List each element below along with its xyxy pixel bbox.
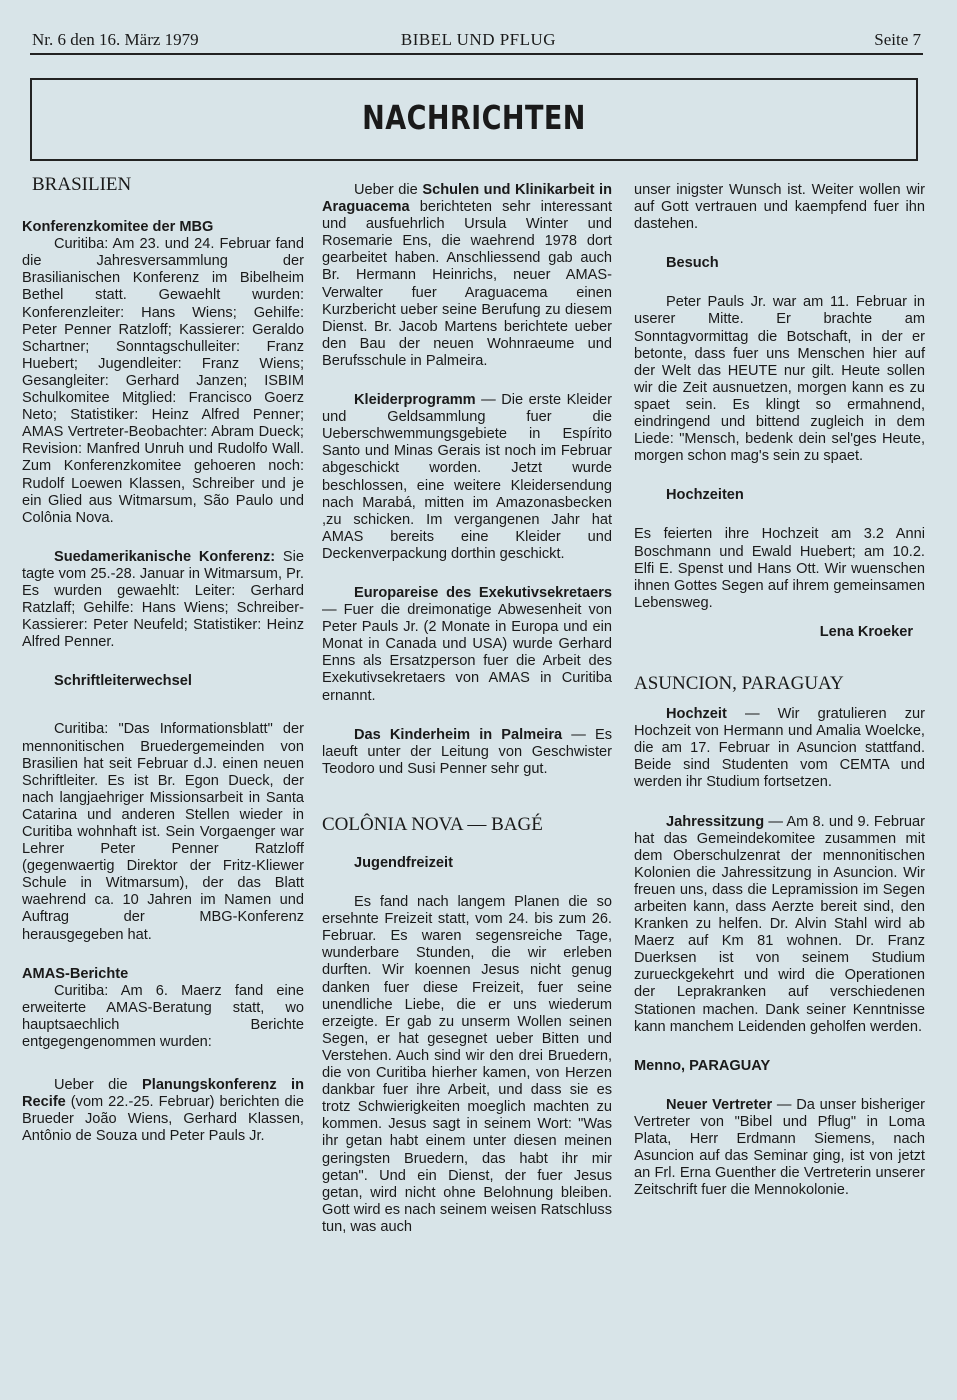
section-heading-colonia-nova: COLÔNIA NOVA — BAGÉ bbox=[322, 813, 543, 835]
paragraph-text: — Fuer die dreimonatige Abwesenheit von Peter Pauls Jr. (2 Monate in Europa und ein Monat in Canada und USA) wurde Gerhard Enns als Ersatzperson fuer die Arbeit des Exekutivsekretaers von AMAS in Curitiba ernannt. bbox=[322, 602, 612, 704]
inline-heading: Das Kinderheim in Palmeira bbox=[354, 726, 563, 743]
article-heading: Konferenzkomitee der MBG bbox=[22, 219, 214, 236]
article-heading: Jugendfreizeit bbox=[354, 855, 453, 871]
article-heading: Besuch bbox=[666, 255, 719, 272]
column-1 bbox=[22, 176, 304, 1146]
article-paragraph: Curitiba: "Das Informationsblatt" der mennonitischen Bruedergemeinden von Brasilien hat seit Februar d.J. einen neuen Schriftleiter. Es ist Br. Egon Dueck, der nach langjaehriger Missionsarbeit in Santa Catarina und anderen Stellen wieder in Curitiba wohnhaft ist. Sein Vorgaenger war Lehrer Peter Penner Ratzloff (gegenwaertig Direktor der Fritz-Kliewer Schule in Witmarsum), der das Blatt waehrend ca. 10 Jahren im Namen und Auftrag der MBG-Konferenz herausgegeben hat. bbox=[22, 721, 304, 943]
article-paragraph: Curitiba: Am 6. Maerz fand eine erweiterte AMAS-Beratung statt, wo hauptsaechlich Berichte entgegengenommen wurden: bbox=[22, 982, 304, 1051]
paragraph-text: — Wir gratulieren zur Hochzeit von Hermann und Amalia Woelcke, die am 17. Februar in Asuncion stattfand. Beide sind Studenten vom CEMTA und werden ihr Studium fortsetzen. bbox=[634, 706, 925, 791]
article-heading: AMAS-Berichte bbox=[22, 965, 129, 982]
article-paragraph bbox=[322, 727, 612, 778]
inline-heading: Hochzeit bbox=[666, 706, 727, 723]
article-paragraph: Es feierten ihre Hochzeit am 3.2 Anni Boschmann und Ewald Huebert; am 10.2. Elfi E. Spenst und Hans Ott. Wir wuenschen ihnen Gottes Segen auf ihrem gemeinsamen Lebensweg. bbox=[634, 526, 925, 611]
header-rule bbox=[30, 53, 923, 55]
column-2 bbox=[322, 182, 612, 1236]
column-3 bbox=[634, 182, 925, 1199]
banner-title: NACHRICHTEN bbox=[362, 98, 586, 137]
section-banner bbox=[30, 78, 918, 161]
inline-heading: Europareise des Exekutivsekretaers bbox=[354, 584, 612, 601]
paragraph-text: — Da unser bisheriger Vertreter von "Bibel und Pflug" in Loma Plata, Herr Erdmann Siemens, nach Asuncion auf das Seminar ging, ist von jetzt an Frl. Erna Guenther die Vertreterin unserer Zeitschrift fuer die Mennokolonie. bbox=[634, 1096, 925, 1199]
paragraph-text: — Es laeuft unter der Leitung von Geschwister Teodoro und Susi Penner sehr gut. bbox=[322, 726, 612, 777]
inline-heading: Kleiderprogramm bbox=[354, 392, 476, 409]
article-paragraph: unser inigster Wunsch ist. Weiter wollen wir auf Gott vertrauen und kaempfend fuer ihn dastehen. bbox=[634, 182, 925, 233]
paragraph-text: Sie tagte vom 25.-28. Januar in Witmarsum, Pr. Es wurden gewaehlt: Leiter: Gerhard Ratzlaff; Gehilfe: Hans Wiens; Schreiber-Kassierer: Peter Neufeld; Statistiker: Heinz Alfred Penner. bbox=[22, 548, 304, 651]
article-paragraph bbox=[22, 1077, 304, 1145]
article-paragraph bbox=[322, 182, 612, 370]
page-number: Seite 7 bbox=[874, 30, 921, 49]
article-paragraph: Es fand nach langem Planen die so ersehnte Freizeit statt, vom 24. bis zum 26. Februar. Es waren segensreiche Tage, wunderbare Stunden, die wir erleben durften. Wir koennen Jesus nicht genug danken fuer diese Freizeit, fuer seine unendliche Liebe, die er uns wiederum erzeigte. Er gab zu unserm Wollen seinen Segen, er hat gesegnet ueber Bitten und Verstehen. Auch sind wir den drei Bruedern, die von Curitiba hierher kamen, von Herzen dankbar fuer ihre Arbeit, und dass sie es trotz Schwierigkeiten moeglich machten zu kommen. Jesus sagt in seinem Wort: "Was ihr getan habt einem unter diesen meinen geringsten Bruedern, das habt ihr mir getan". Und ein Dienst, der fuer Jesus getan, wird nicht ohne Belohnung bleiben. Gott wird es nach seinem weisen Ratschluss tun, was auch bbox=[322, 894, 612, 1235]
author-signature: Lena Kroeker bbox=[819, 623, 913, 640]
section-heading-brasilien: BRASILIEN bbox=[32, 174, 132, 195]
article-heading: Hochzeiten bbox=[666, 487, 744, 504]
paragraph-text: (vom 22.-25. Februar) berichten die Brueder João Wiens, Gerhard Klassen, Antônio de Souza und Peter Pauls Jr. bbox=[22, 1094, 304, 1145]
inline-heading: Jahressitzung bbox=[666, 813, 765, 830]
article-paragraph bbox=[634, 706, 925, 791]
article-heading: Schriftleiterwechsel bbox=[54, 673, 192, 690]
article-paragraph bbox=[634, 1097, 925, 1200]
inline-heading: Suedamerikanische Konferenz: bbox=[54, 548, 276, 565]
article-heading: Menno, PARAGUAY bbox=[634, 1057, 771, 1074]
article-paragraph bbox=[22, 549, 304, 652]
article-paragraph: Peter Pauls Jr. war am 11. Februar in userer Mitte. Er brachte am Sonntagvormittag die Botschaft, in der er betonte, dass fuer uns Menschen hier auf der Welt das HEUTE nur gilt. Heute sollen wir die Zeit ausnuetzen, morgen kann es zu spaet sein. Es klingt so ermahnend, eindringend und bittend zugleich in dem Liede: "Mensch, bedenk dein sel'ges Heute, morgen schon mag's sein zu spaet. bbox=[634, 294, 925, 465]
section-heading-asuncion: ASUNCION, PARAGUAY bbox=[634, 672, 844, 694]
paragraph-text: Ueber die bbox=[354, 182, 418, 198]
inline-heading: Neuer Vertreter bbox=[666, 1096, 773, 1113]
issue-number: Nr. 6 den 16. März 1979 bbox=[32, 30, 199, 49]
article-paragraph bbox=[634, 814, 925, 1036]
inline-heading: Schulen und Klinikarbeit in Araguacema bbox=[322, 182, 612, 216]
paragraph-text: — Am 8. und 9. Februar hat das Gemeindekomitee zusammen mit dem Oberschulzenrat der mennonitischen Kolonien die Jahressitzung in Asuncion. Wir freuen uns, dass die Lepramission im Segen arbeiten kann, dass Aerzte bereit sind, den Kranken zu helfen. Dr. Alvin Stahl wird ab Maerz auf Km 81 wohnen. Dr. Franz Duerksen ist von seinem Studium zurueckgekehrt und wird die Operationen der Leprakranken auf verschiedenen Stationen machen. Dank seiner Kenntnisse kann manchem Leidenden geholfen werden. bbox=[634, 813, 925, 1035]
paragraph-text: Ueber die bbox=[54, 1077, 128, 1094]
publication-name: BIBEL UND PFLUG bbox=[400, 30, 557, 49]
paragraph-text: berichteten sehr interessant und ausfuehrlich Ursula Winter und Rosemarie Ens, die waehrend 1978 dort gearbeitet haben. Anschliessend gab auch Br. Hermann Heinrichs, neuer AMAS-Verwalter fuer Araguacema einen Kurzbericht ueber seine Berufung zu diesem Dienst. Br. Jacob Martens berichtete ueber den Bau der neuen Wohnraeume und Berufsschule in Palmeira. bbox=[322, 199, 612, 369]
article-paragraph: Curitiba: Am 23. und 24. Februar fand die Jahresversammlung der Brasilianischen Konferenz im Bibelheim Bethel statt. Gewaehlt wurden: Konferenzleiter: Hans Wiens; Gehilfe: Peter Penner Ratzloff; Kassierer: Geraldo Schartner; Sonntagschulleiter: Franz Huebert; Jugendleiter: Franz Wiens; Gesangleiter: Gerhard Janzen; ISBIM Schulkomitee Mitglied: Francisco Goerz Neto; Statistiker: Heinz Alfred Penner; AMAS Vertreter-Beobachter: Abram Dueck; Revision: Manfred Unruh und Rudolfo Wall. Zum Konferenzkomitee gehoeren noch: Rudolf Loewen Klassen, Schreiber und je ein Glied aus Witmarsum, São Paulo und Colônia Nova. bbox=[22, 236, 304, 526]
article-paragraph bbox=[322, 585, 612, 705]
paragraph-text: — Die erste Kleider und Geldsammlung fuer die Ueberschwemmungsgebiete in Espírito Santo und Minas Gerais ist noch im Februar abgeschickt worden. Jetzt wurde beschlossen, eine weitere Kleidersendung nach Marabá, mitten im Amazonasbecken ,zu schicken. Im vergangenen Jahr hat AMAS bereits eine Kleider und Deckenverpackung dorthin geschickt. bbox=[322, 392, 612, 562]
article-paragraph bbox=[322, 392, 612, 563]
inline-heading: Planungskonferenz in Recife bbox=[22, 1077, 305, 1111]
